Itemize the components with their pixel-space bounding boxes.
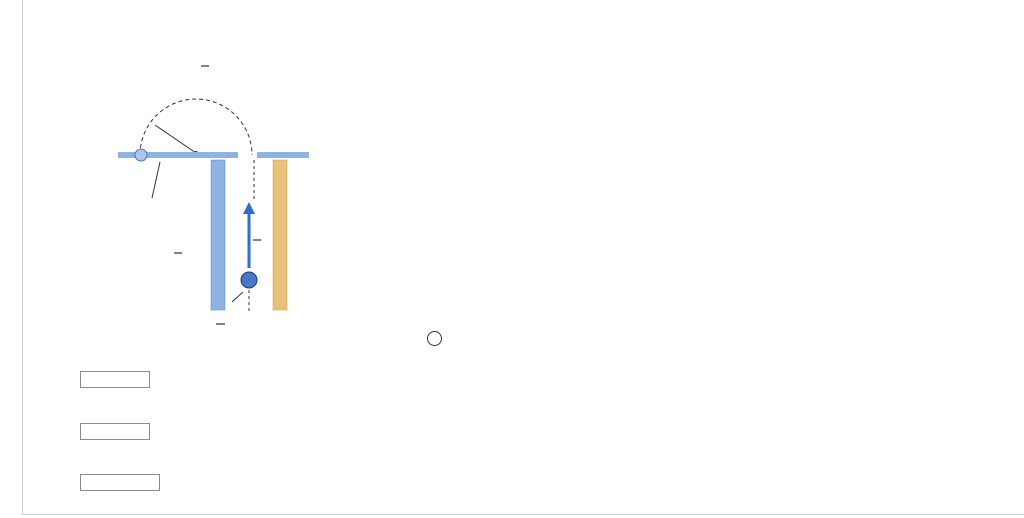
- p-charge: [135, 149, 147, 161]
- mass-spectrometer-figure: [100, 60, 340, 340]
- semicircle-path: [140, 99, 252, 155]
- selector-plate-negative: [273, 160, 287, 310]
- answer-c-input[interactable]: [80, 474, 160, 491]
- radius-line: [155, 125, 196, 153]
- particle-q: [241, 272, 257, 288]
- answer-b-input[interactable]: [80, 423, 150, 440]
- selector-plate-positive: [211, 160, 225, 310]
- answer-row-c: [80, 473, 160, 491]
- answer-a-input[interactable]: [80, 371, 150, 388]
- info-icon[interactable]: [427, 331, 442, 346]
- answer-row-a: [80, 370, 154, 388]
- answer-row-b: [80, 422, 154, 440]
